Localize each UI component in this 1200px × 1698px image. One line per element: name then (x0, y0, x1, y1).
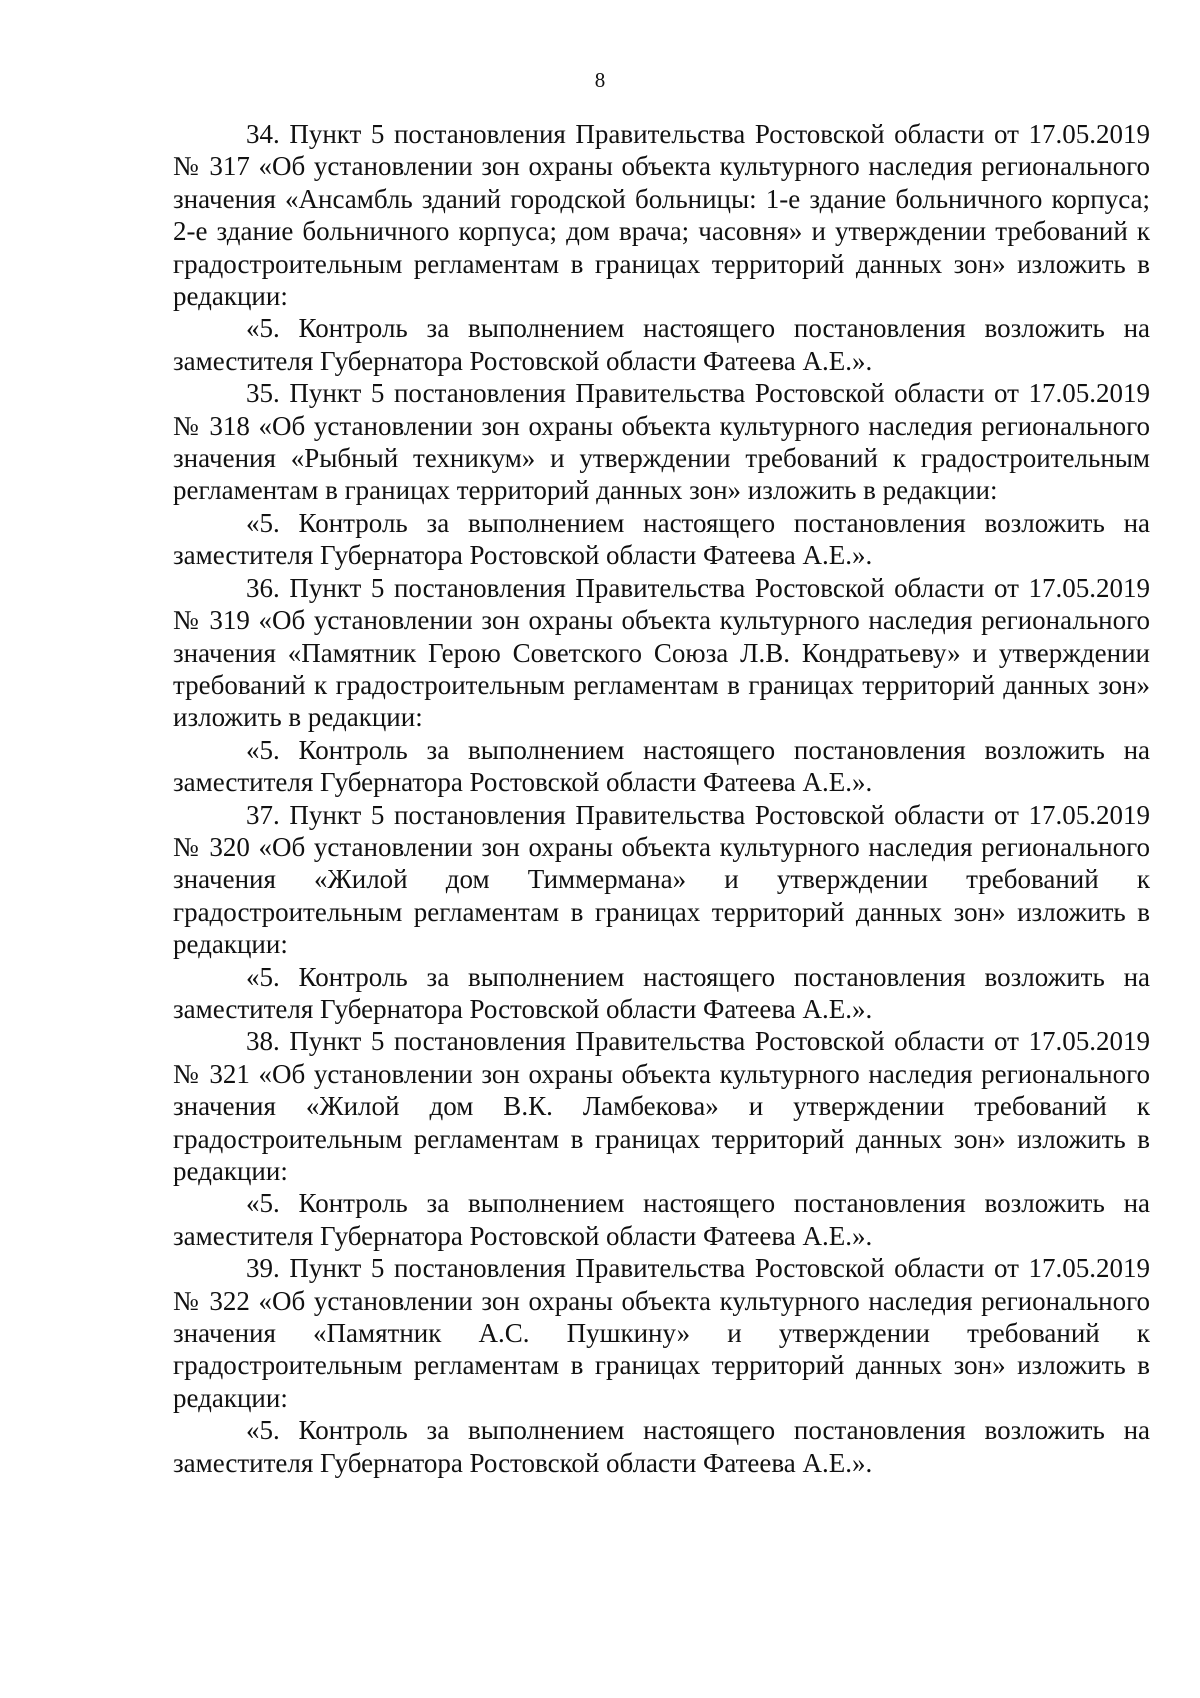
item-39-quote: «5. Контроль за выполнением настоящего постановления возложить на заместителя Губернатора Ростовской области Фатеева А.Е.». (173, 1415, 1150, 1478)
item-38-quote: «5. Контроль за выполнением настоящего постановления возложить на заместителя Губернатора Ростовской области Фатеева А.Е.». (173, 1188, 1150, 1251)
item-39-paragraph: 39. Пункт 5 постановления Правительства Ростовской области от 17.05.2019 № 322 «Об установлении зон охраны объекта культурного наследия регионального значения «Памятник А.С. Пушкину» и утверждении требований к градостроительным регламентам в границах территорий данных зон» изложить в редакции: (173, 1253, 1150, 1413)
item-35-paragraph: 35. Пункт 5 постановления Правительства Ростовской области от 17.05.2019 № 318 «Об установлении зон охраны объекта культурного наследия регионального значения «Рыбный техникум» и утверждении требований к градостроительным регламентам в границах территорий данных зон» изложить в редакции: (173, 378, 1150, 506)
item-36-quote: «5. Контроль за выполнением настоящего постановления возложить на заместителя Губернатора Ростовской области Фатеева А.Е.». (173, 734, 1150, 798)
item-37-paragraph: 37. Пункт 5 постановления Правительства Ростовской области от 17.05.2019 № 320 «Об установлении зон охраны объекта культурного наследия регионального значения «Жилой дом Тиммермана» и утверждении требований к градостроительным регламентам в границах территорий данных зон» изложить в редакции: (173, 799, 1150, 960)
page-number: 8 (594, 68, 606, 92)
item-37-quote: «5. Контроль за выполнением настоящего постановления возложить на заместителя Губернатора Ростовской области Фатеева А.Е.». (173, 961, 1150, 1024)
document-body (173, 118, 1150, 1479)
item-38-paragraph: 38. Пункт 5 постановления Правительства Ростовской области от 17.05.2019 № 321 «Об установлении зон охраны объекта культурного наследия регионального значения «Жилой дом В.К. Ламбекова» и утверждении требований к градостроительным регламентам в границах территорий данных зон» изложить в редакции: (173, 1026, 1150, 1186)
item-35-quote: «5. Контроль за выполнением настоящего постановления возложить на заместителя Губернатора Ростовской области Фатеева А.Е.». (173, 507, 1150, 571)
item-34-quote: «5. Контроль за выполнением настоящего постановления возложить на заместителя Губернатора Ростовской области Фатеева А.Е.». (173, 313, 1150, 376)
item-36-paragraph: 36. Пункт 5 постановления Правительства Ростовской области от 17.05.2019 № 319 «Об установлении зон охраны объекта культурного наследия регионального значения «Памятник Герою Советского Союза Л.В. Кондратьеву» и утверждении требований к градостроительным регламентам в границах территорий данных зон» изложить в редакции: (173, 572, 1150, 733)
item-34-paragraph: 34. Пункт 5 постановления Правительства Ростовской области от 17.05.2019 № 317 «Об установлении зон охраны объекта культурного наследия регионального значения «Ансамбль зданий городской больницы: 1-е здание больничного корпуса; 2-е здание больничного корпуса; дом врача; часовня» и утверждении требований к градостроительным регламентам в границах территорий данных зон» изложить в редакции: (173, 119, 1150, 312)
